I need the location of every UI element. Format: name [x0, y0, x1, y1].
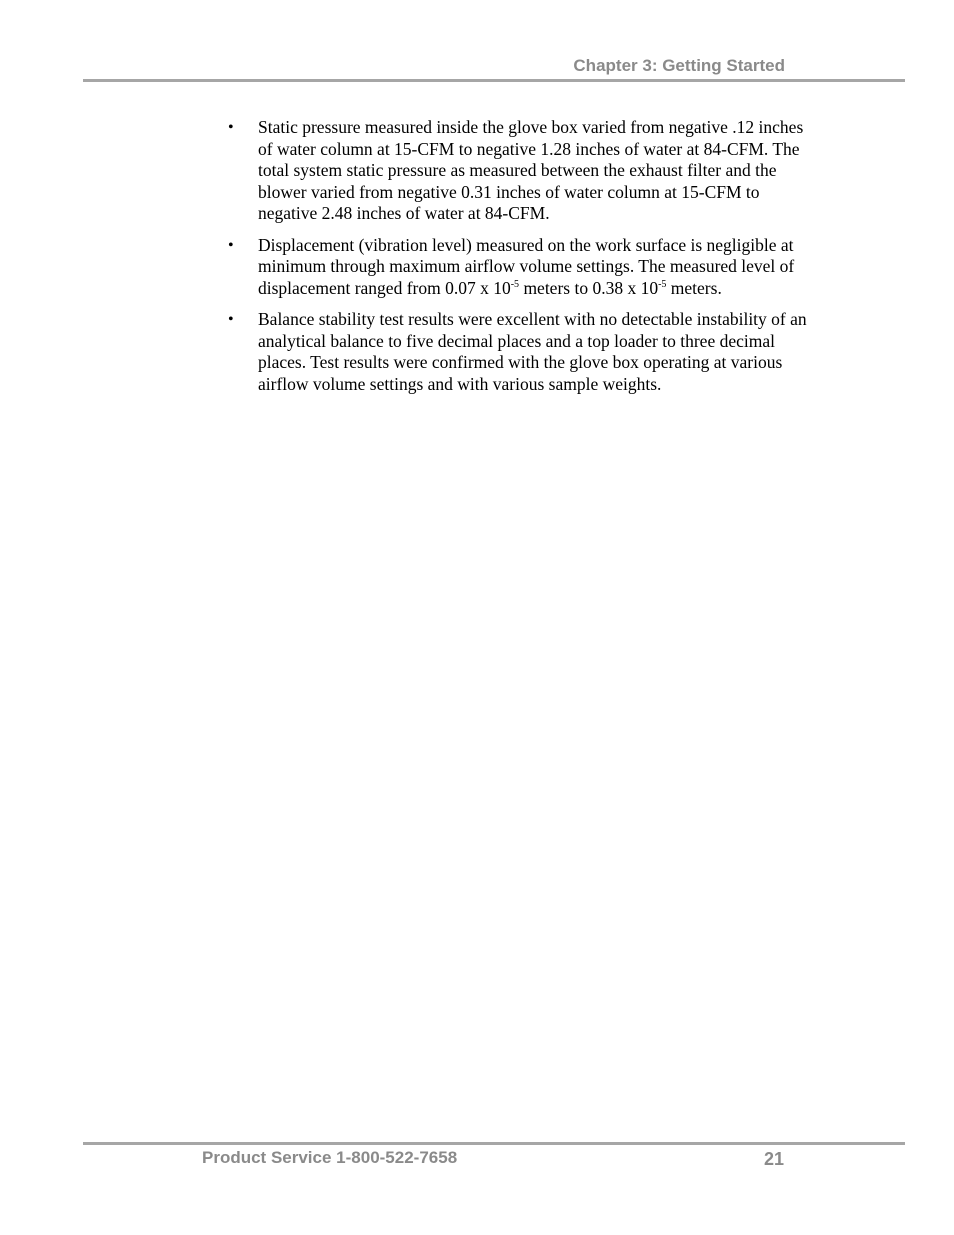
bullet-text-part: Displacement (vibration level) measured on the work surface is negligible at minimum through maximum airflow volume settings. The measured level of displacement ranged from 0.07 x 10: [258, 234, 795, 298]
bullet-icon: •: [228, 311, 234, 328]
footer-divider: [83, 1142, 905, 1145]
product-service-phone: Product Service 1-800-522-7658: [202, 1148, 458, 1167]
bullet-text: Static pressure measured inside the glove box varied from negative .12 inches of water column at 15-CFM to negative 1.28 inches of water at 84-CFM. The total system static pressure as measured between the exhaust filter and the blower varied from negative 0.31 inches of water column at 15-CFM to negative 2.48 inches of water at 84-CFM.: [258, 117, 804, 223]
header-divider: [83, 79, 905, 82]
bullet-text-part: meters.: [666, 277, 722, 298]
chapter-title: Chapter 3: Getting Started: [573, 56, 785, 75]
bullet-item-balance-stability: [228, 309, 818, 395]
bullet-icon: •: [228, 119, 234, 136]
superscript-exponent: -5: [510, 278, 520, 290]
bullet-text: Balance stability test results were excellent with no detectable instability of an analytical balance to five decimal places and a top loader to three decimal places. Test results were confirmed with the glove box operating at various airflow volume settings and with various sample weights.: [258, 309, 807, 394]
bullet-item-displacement: [228, 235, 818, 300]
bullet-text-part: meters to 0.38 x 10: [519, 277, 659, 298]
superscript-exponent: -5: [658, 278, 667, 290]
bullet-item-static-pressure: [228, 117, 818, 225]
bullet-text: [258, 235, 794, 298]
bullet-icon: •: [228, 236, 234, 254]
bullet-list: [228, 117, 818, 405]
page-number: 21: [764, 1149, 785, 1169]
